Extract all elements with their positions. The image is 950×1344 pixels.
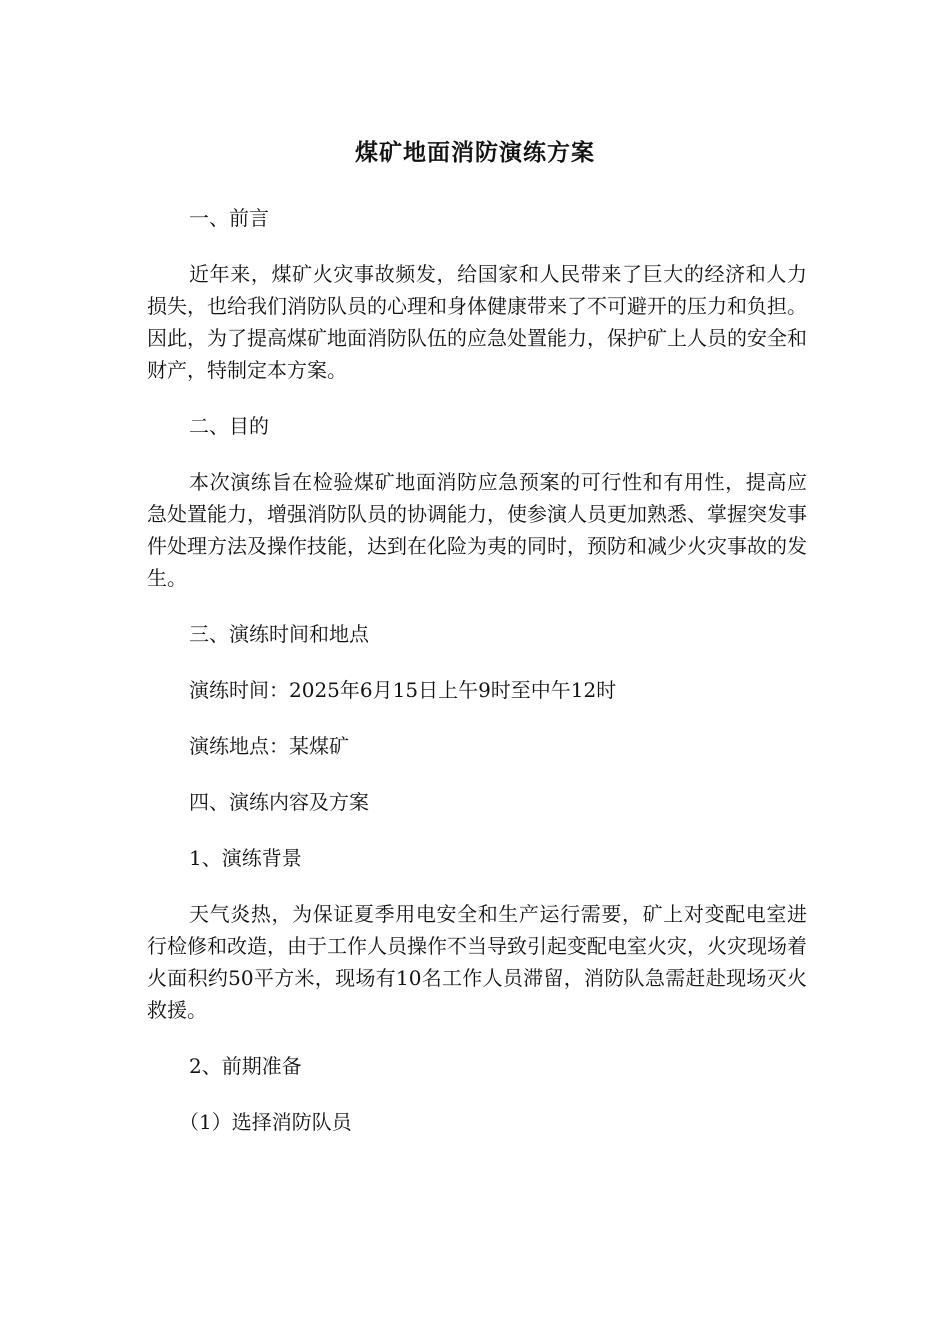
item-heading-select-firefighters: （1）选择消防队员: [179, 1110, 352, 1134]
paragraph-background: 天气炎热，为保证夏季用电安全和生产运行需要，矿上对变配电室进行检修和改造，由于工作人员操作不当导致引起变配电室火灾，火灾现场着火面积约50平方米，现场有10名工作人员滞留，消防队急需赶赴现场灭火救援。: [147, 902, 807, 1022]
drill-time-line: 演练时间：2025年6月15日上午9时至中午12时: [189, 678, 617, 702]
section-heading-content-plan: 四、演练内容及方案: [189, 790, 369, 814]
drill-place-line: 演练地点：某煤矿: [189, 734, 349, 758]
subsection-heading-preparation: 2、前期准备: [189, 1054, 302, 1078]
paragraph-purpose: 本次演练旨在检验煤矿地面消防应急预案的可行性和有用性，提高应急处置能力，增强消防队员的协调能力，使参演人员更加熟悉、掌握突发事件处理方法及操作技能，达到在化险为夷的同时，预防和减少火灾事故的发生。: [147, 470, 807, 590]
document-title: 煤矿地面消防演练方案: [355, 140, 595, 166]
section-heading-purpose: 二、目的: [189, 414, 269, 438]
section-heading-time-place: 三、演练时间和地点: [189, 622, 369, 646]
document-body: [147, 202, 807, 1162]
section-heading-preface: 一、前言: [189, 206, 269, 230]
subsection-heading-background: 1、演练背景: [189, 846, 302, 870]
paragraph-preface: 近年来，煤矿火灾事故频发，给国家和人民带来了巨大的经济和人力损失，也给我们消防队员的心理和身体健康带来了不可避开的压力和负担。因此，为了提高煤矿地面消防队伍的应急处置能力，保护矿上人员的安全和财产，特制定本方案。: [147, 262, 807, 382]
